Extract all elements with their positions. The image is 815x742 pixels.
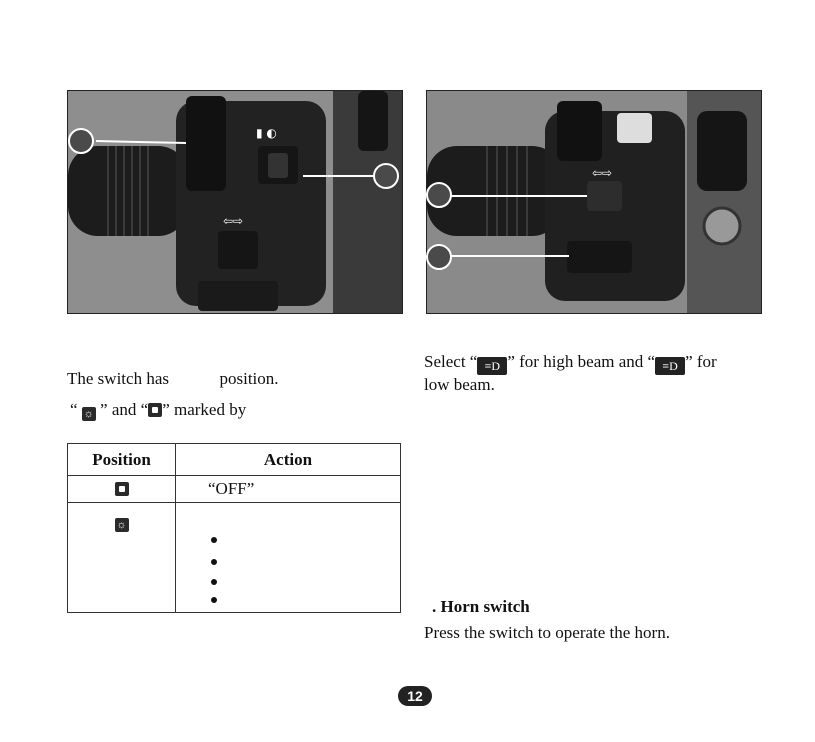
svg-text:▮ ◐: ▮ ◐ — [256, 126, 277, 140]
position-table — [67, 443, 401, 613]
sun-icon: ☼ — [83, 408, 94, 420]
callout-marker-right-1 — [426, 182, 452, 208]
switch-description-a: The switch has — [67, 369, 169, 388]
table-row-on-action — [176, 503, 401, 613]
select-text-c: ” for — [685, 352, 717, 371]
switch-description-b: position. — [219, 369, 279, 388]
callout-marker-left-2 — [373, 163, 399, 189]
marked-by-text: ” marked by — [162, 400, 247, 419]
table-row-off-position — [68, 476, 176, 503]
table-row-on-position — [68, 503, 176, 613]
svg-text:⇦⇨: ⇦⇨ — [223, 214, 244, 228]
switch-description — [67, 369, 279, 389]
bullet-2 — [211, 559, 217, 565]
table-header-position: Position — [68, 444, 176, 476]
headlight-beam-icon: ≡D — [477, 357, 507, 375]
left-switch-photo — [67, 90, 403, 314]
callout-marker-left-1 — [68, 128, 94, 154]
sun-icon: ☼ — [116, 519, 127, 531]
bullet-3 — [211, 579, 217, 585]
callout-marker-right-2 — [426, 244, 452, 270]
horn-title: Horn switch — [440, 597, 530, 616]
headlight-beam-icon: ≡D — [655, 357, 685, 375]
page-number: 12 — [398, 686, 432, 706]
select-text-b: ” for high beam and “ — [507, 352, 656, 371]
off-square-icon — [148, 403, 162, 417]
off-square-icon — [115, 482, 129, 496]
position-markings — [70, 400, 246, 421]
table-row-off-action: “OFF” — [176, 476, 401, 503]
right-switch-photo — [426, 90, 762, 314]
horn-prefix: . — [432, 597, 437, 616]
beam-select-text — [424, 352, 717, 375]
svg-text:⇦⇨: ⇦⇨ — [592, 166, 613, 180]
select-text-a: Select “ — [424, 352, 478, 371]
horn-switch-heading — [432, 597, 530, 617]
and-text: ” and “ — [100, 400, 149, 419]
bullet-4 — [211, 597, 217, 603]
horn-instruction: Press the switch to operate the horn. — [424, 623, 670, 642]
low-beam-text: low beam. — [424, 375, 495, 394]
bullet-1 — [211, 537, 217, 543]
table-header-action: Action — [176, 444, 401, 476]
quote-open: “ — [70, 400, 78, 419]
